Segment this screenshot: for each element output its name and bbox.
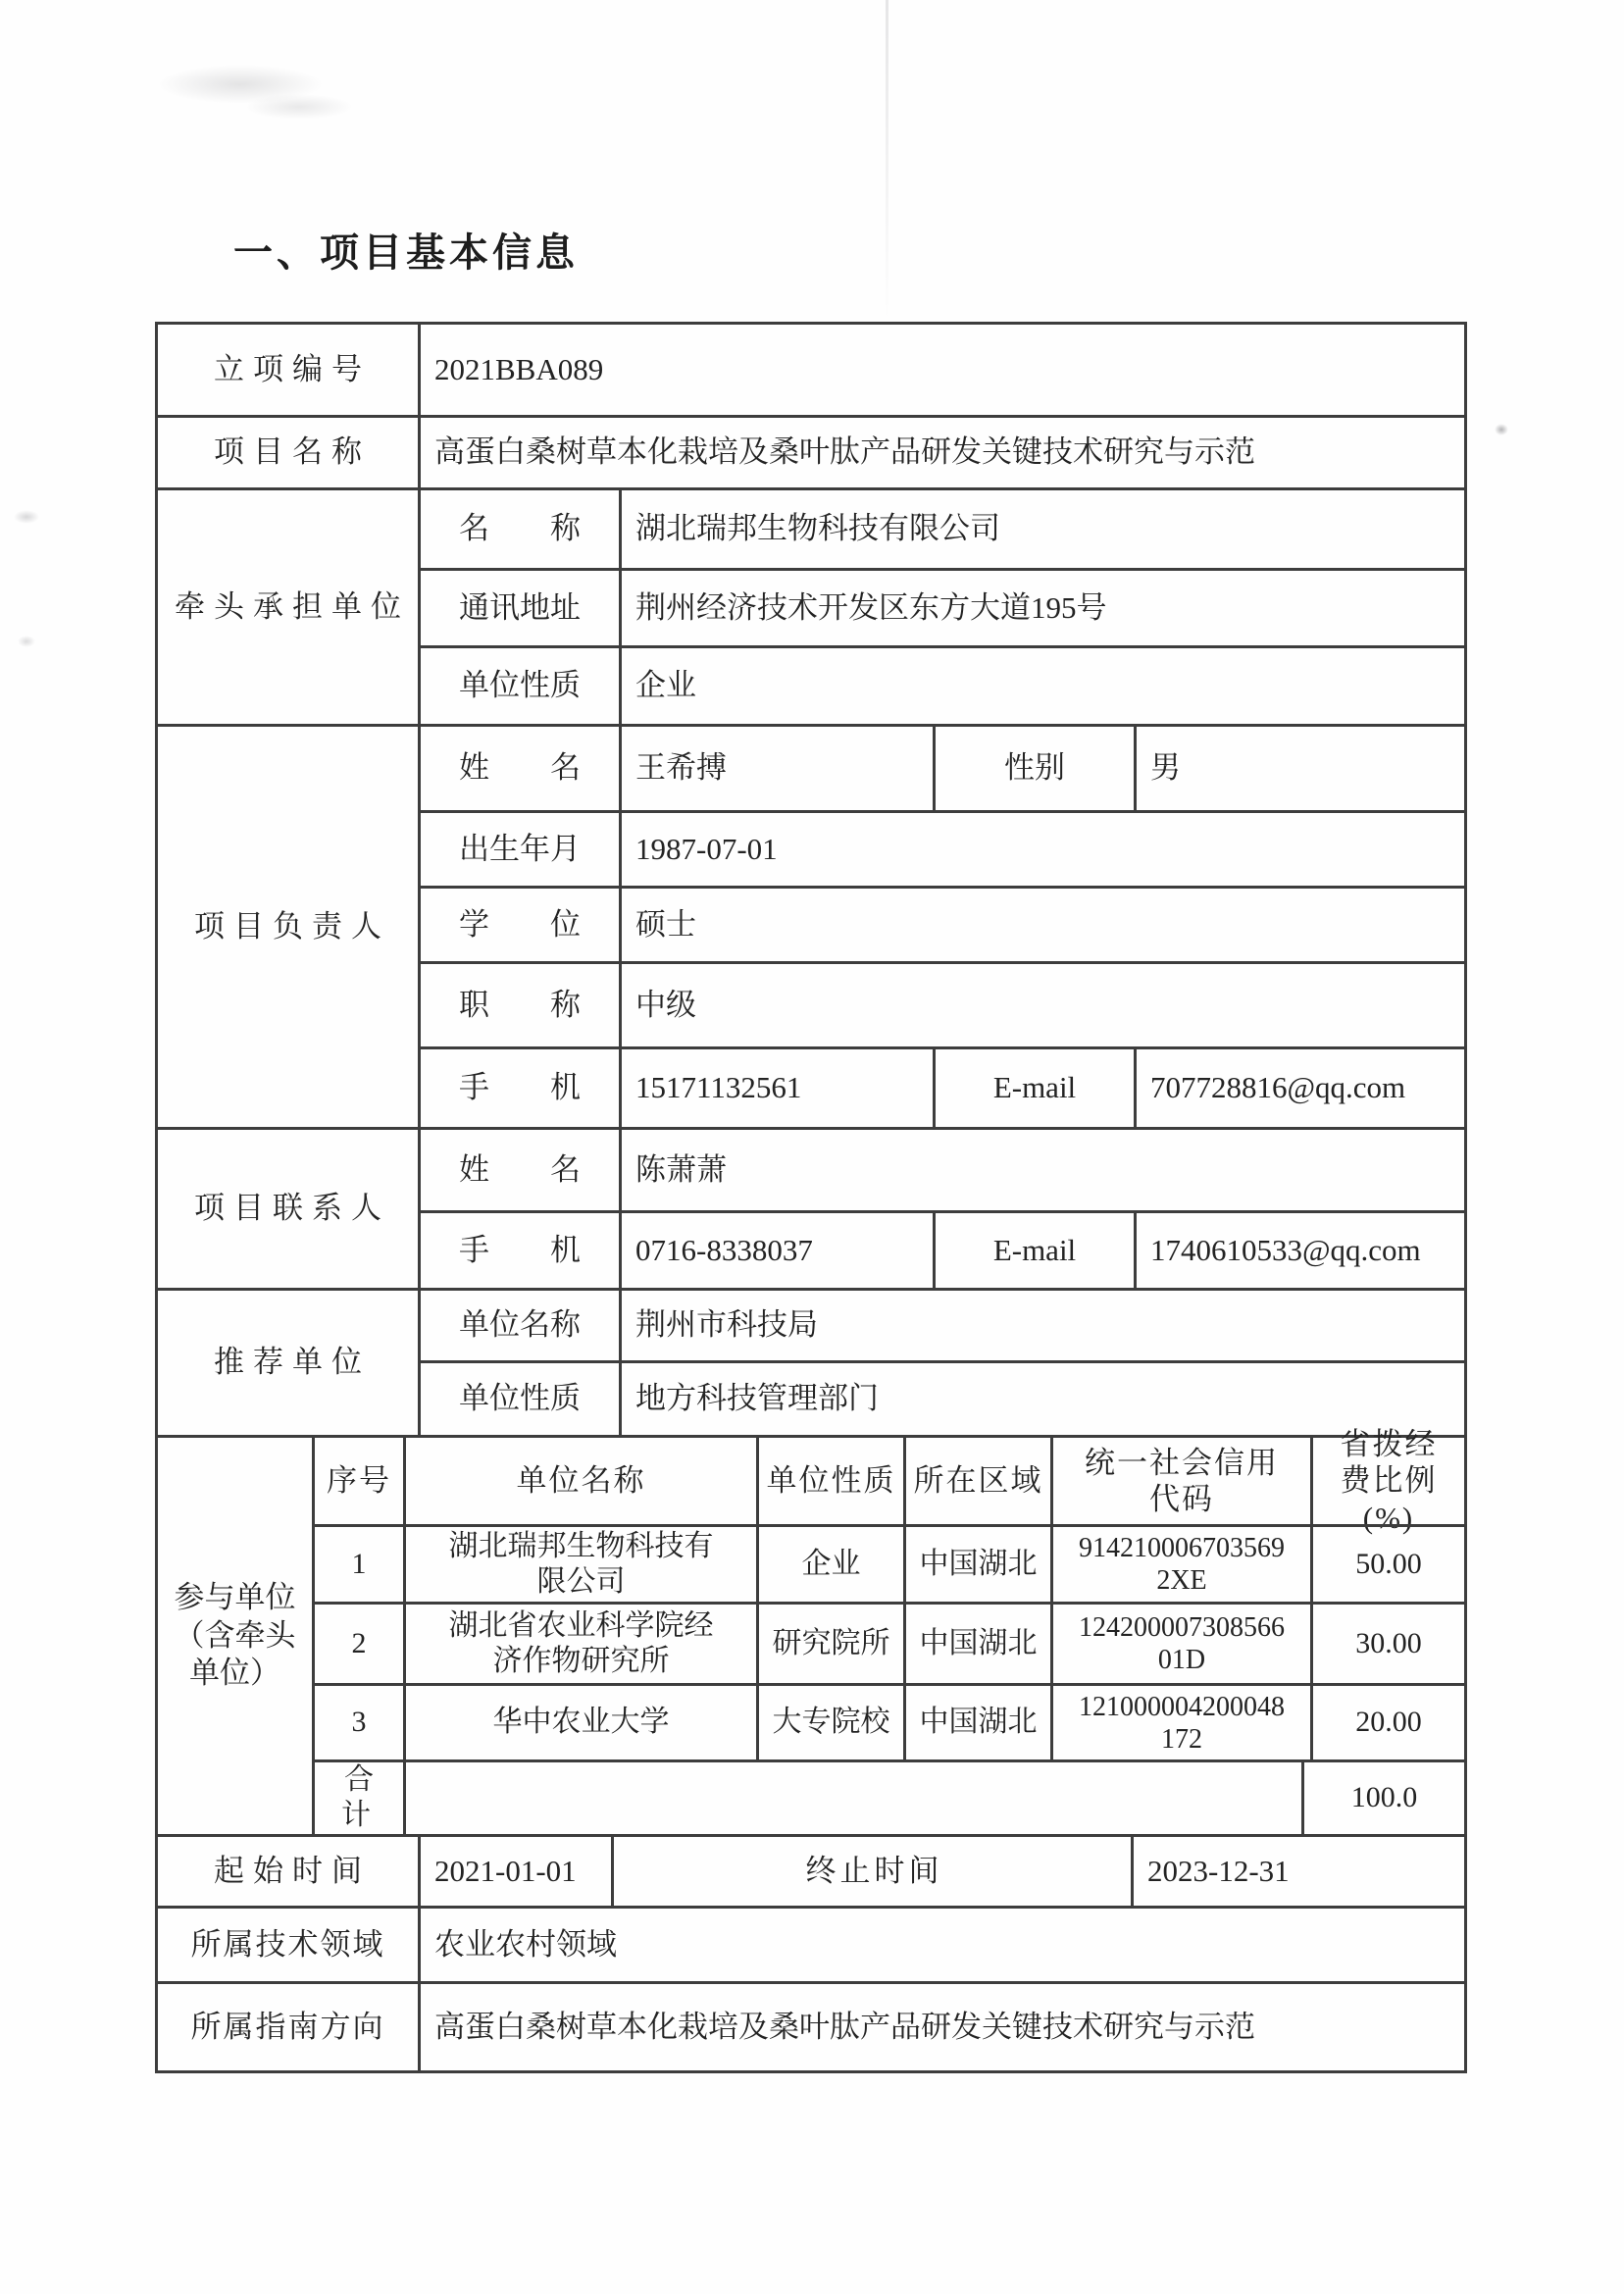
table-row bbox=[421, 1210, 1464, 1288]
participant-index: 3 bbox=[351, 1706, 367, 1739]
project-name-label: 项目名称 bbox=[214, 434, 371, 470]
leader-email-value: 707728816@qq.com bbox=[1134, 1049, 1464, 1127]
start-date-value: 2021-01-01 bbox=[418, 1837, 611, 1906]
lead-unit-type-value: 企业 bbox=[619, 648, 1464, 724]
lead-unit-address-label: 通讯地址 bbox=[459, 589, 581, 625]
lead-unit-type-label: 单位性质 bbox=[459, 668, 581, 703]
table-row bbox=[421, 568, 1464, 645]
contact-name-label: 姓 名 bbox=[459, 1151, 581, 1187]
lead-unit-name-label: 名 称 bbox=[459, 511, 581, 546]
contact-mobile-label: 手 机 bbox=[459, 1232, 581, 1267]
table-row bbox=[421, 1130, 1464, 1210]
contact-section bbox=[158, 1127, 1464, 1288]
contact-email-value: 1740610533@qq.com bbox=[1134, 1213, 1464, 1288]
table-row bbox=[421, 727, 1464, 810]
participants-label: 参与单位（含牵头单位） bbox=[174, 1579, 296, 1691]
participant-row bbox=[315, 1524, 1464, 1602]
participant-credit-code: 9142100067035692XE bbox=[1050, 1527, 1310, 1602]
start-date-label: 起始时间 bbox=[214, 1853, 371, 1888]
participant-type: 大专院校 bbox=[756, 1686, 903, 1759]
leader-title-value: 中级 bbox=[619, 964, 1464, 1045]
participant-row bbox=[315, 1683, 1464, 1759]
recommender-name-label: 单位名称 bbox=[459, 1306, 581, 1342]
recommender-type-label: 单位性质 bbox=[459, 1380, 581, 1415]
table-row bbox=[421, 810, 1464, 885]
table-row bbox=[421, 645, 1464, 724]
leader-gender-value: 男 bbox=[1134, 727, 1464, 810]
participant-index: 1 bbox=[351, 1547, 367, 1580]
participants-header-credit-code: 统一社会信用代码 bbox=[1050, 1438, 1310, 1524]
scan-artifact bbox=[245, 94, 353, 120]
contact-email-label: E-mail bbox=[933, 1213, 1134, 1288]
participant-credit-code: 12420000730856601D bbox=[1050, 1605, 1310, 1683]
participant-row bbox=[315, 1602, 1464, 1683]
leader-mobile-label: 手 机 bbox=[459, 1069, 581, 1104]
leader-gender-label: 性别 bbox=[933, 727, 1134, 810]
leader-name-value: 王希搏 bbox=[619, 727, 933, 810]
scan-artifact bbox=[157, 65, 324, 104]
table-row bbox=[421, 961, 1464, 1045]
participants-header-fund-ratio: 省拨经费比例(%) bbox=[1310, 1438, 1464, 1524]
contact-name-value: 陈萧萧 bbox=[619, 1130, 1464, 1210]
contact-mobile-value: 0716-8338037 bbox=[619, 1213, 933, 1288]
project-number-label: 立项编号 bbox=[214, 351, 371, 386]
scan-artifact bbox=[14, 510, 39, 524]
participant-fund-ratio: 20.00 bbox=[1310, 1686, 1464, 1759]
leader-birth-value: 1987-07-01 bbox=[619, 813, 1464, 885]
participant-name: 华中农业大学 bbox=[403, 1686, 756, 1759]
leader-name-label: 姓 名 bbox=[459, 750, 581, 786]
tech-field-row bbox=[158, 1906, 1464, 1981]
recommender-name-value: 荆州市科技局 bbox=[619, 1291, 1464, 1360]
tech-field-value: 农业农村领域 bbox=[418, 1909, 1464, 1981]
guide-direction-label: 所属指南方向 bbox=[190, 2009, 385, 2044]
contact-label: 项目联系人 bbox=[194, 1191, 390, 1226]
table-row bbox=[421, 490, 1464, 568]
leader-label: 项目负责人 bbox=[194, 908, 390, 943]
participant-name: 湖北省农业科学院经济作物研究所 bbox=[403, 1605, 756, 1683]
table-row bbox=[421, 1291, 1464, 1360]
participant-region: 中国湖北 bbox=[903, 1686, 1050, 1759]
participants-total-spacer bbox=[403, 1762, 1301, 1834]
table-row bbox=[421, 1046, 1464, 1127]
participants-header-type: 单位性质 bbox=[756, 1438, 903, 1524]
lead-unit-name-value: 湖北瑞邦生物科技有限公司 bbox=[619, 490, 1464, 568]
participants-total-label: 合计 bbox=[341, 1762, 380, 1832]
participants-total-row bbox=[315, 1759, 1464, 1834]
project-info-table bbox=[155, 322, 1467, 2073]
participants-header-index: 序号 bbox=[327, 1463, 391, 1499]
lead-unit-section bbox=[158, 487, 1464, 724]
leader-section bbox=[158, 724, 1464, 1127]
tech-field-label: 所属技术领域 bbox=[190, 1926, 385, 1962]
participants-header-name: 单位名称 bbox=[403, 1438, 756, 1524]
participant-credit-code: 121000004200048172 bbox=[1050, 1686, 1310, 1759]
project-number-value: 2021BBA089 bbox=[418, 325, 1464, 415]
participants-section bbox=[158, 1427, 1464, 1834]
participants-total-value: 100.0 bbox=[1301, 1762, 1464, 1834]
lead-unit-label: 牵头承担单位 bbox=[175, 588, 410, 624]
participants-header-row bbox=[315, 1427, 1464, 1535]
leader-title-label: 职 称 bbox=[459, 987, 581, 1022]
table-row bbox=[158, 415, 1464, 487]
recommender-type-value: 地方科技管理部门 bbox=[619, 1363, 1464, 1435]
participant-region: 中国湖北 bbox=[903, 1605, 1050, 1683]
participant-region: 中国湖北 bbox=[903, 1527, 1050, 1602]
end-date-label: 终止时间 bbox=[611, 1837, 1131, 1906]
lead-unit-address-value: 荆州经济技术开发区东方大道195号 bbox=[619, 571, 1464, 645]
participants-header-region: 所在区域 bbox=[903, 1438, 1050, 1524]
leader-birth-label: 出生年月 bbox=[459, 831, 581, 866]
project-name-value: 高蛋白桑树草本化栽培及桑叶肽产品研发关键技术研究与示范 bbox=[418, 418, 1464, 487]
participant-name: 湖北瑞邦生物科技有限公司 bbox=[403, 1527, 756, 1602]
table-row bbox=[421, 1360, 1464, 1435]
participant-type: 研究院所 bbox=[756, 1605, 903, 1683]
page-title: 一、项目基本信息 bbox=[233, 230, 579, 275]
scan-artifact bbox=[18, 636, 35, 647]
recommender-section bbox=[158, 1288, 1464, 1435]
scan-artifact bbox=[886, 0, 888, 324]
guide-direction-value: 高蛋白桑树草本化栽培及桑叶肽产品研发关键技术研究与示范 bbox=[418, 1984, 1464, 2070]
scan-artifact bbox=[1495, 424, 1508, 435]
participant-index: 2 bbox=[351, 1627, 367, 1660]
leader-email-label: E-mail bbox=[933, 1049, 1134, 1127]
participant-fund-ratio: 30.00 bbox=[1310, 1605, 1464, 1683]
leader-degree-value: 硕士 bbox=[619, 889, 1464, 961]
table-row bbox=[158, 325, 1464, 415]
participant-type: 企业 bbox=[756, 1527, 903, 1602]
schedule-row bbox=[158, 1834, 1464, 1906]
end-date-value: 2023-12-31 bbox=[1131, 1837, 1464, 1906]
participant-fund-ratio: 50.00 bbox=[1310, 1527, 1464, 1602]
guide-direction-row bbox=[158, 1981, 1464, 2070]
leader-degree-label: 学 位 bbox=[459, 906, 581, 942]
leader-mobile-value: 15171132561 bbox=[619, 1049, 933, 1127]
table-row bbox=[421, 886, 1464, 961]
recommender-label: 推荐单位 bbox=[214, 1345, 371, 1380]
